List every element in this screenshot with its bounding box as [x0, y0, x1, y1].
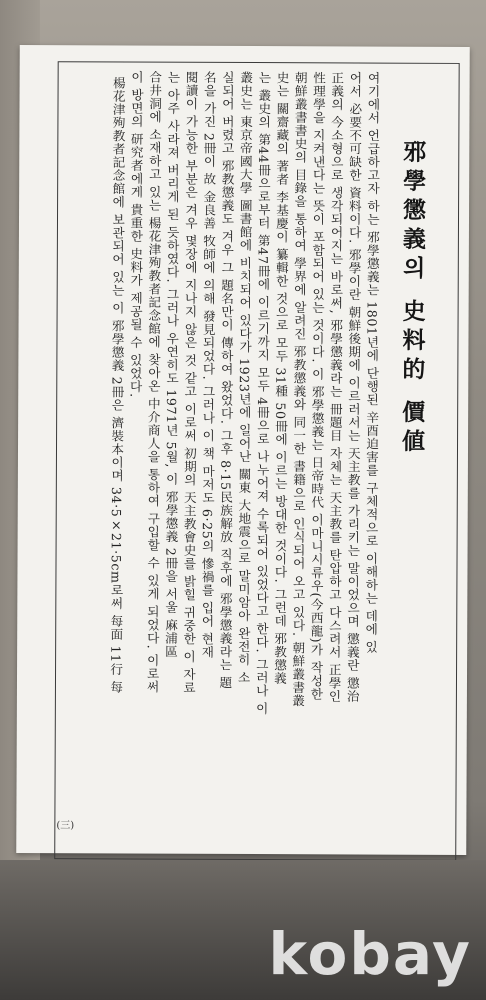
text-column: 楊花津殉教者記念館에 보관되어 있는 이 邪學懲義 2冊은 濟裝本이며 34·5×21·5cm로써 每面 11行 每	[108, 76, 126, 694]
text-column: 合井洞에 소재하고 있는 楊花津殉教者記念館에 찾아온 中介商人을 통하여 구입할 수 있게 되었다. 이로써	[144, 70, 163, 694]
text-column: 朝鮮叢書書史의 目錄을 통하여 學界에 알려진 邪教懲義와 同一한 書籍으로 인식되어 오고 있다. 朝鮮叢書叢	[290, 71, 308, 708]
watermark-logo: kobay	[268, 920, 472, 988]
page-frame	[54, 61, 459, 861]
text-column: 叢史는 東京帝國大學 圖書館에 비치되어 있다가 1923년에 일어난 關東 大地震으로 말미암아 완전히 소	[235, 70, 254, 685]
text-column: 실되어 버렸고 邪教懲義도 겨우 그 題名만이 傳하여 왔었다. 그후 8·15民族解放 직후에 邪學懲義라는 題	[217, 70, 236, 690]
text-column: 閱讀이 가능한 부분은 겨우 몇장에 지나지 않은 것 같고 이로써 初期의 天主教會史를 밝힐 귀중한 이 자료	[180, 70, 199, 695]
text-column: 어서 必要不可缺한 資料이다. 邪學이란 朝鮮後期에 이르러서는 天主教를 가리키는 말이었으며 懲義란 懲治	[344, 71, 363, 703]
text-column: 는 아주 사라져 버리게 된 듯하였다. 그러나 우연히도 1971년 5월, 이 邪學懲義 2冊을 서울 麻浦區	[162, 70, 181, 659]
book-page	[16, 45, 470, 855]
page-title: 邪學懲義의 史料的 價値	[397, 139, 427, 458]
text-column: 史는 關齋藏의 著者 李基慶이 纂輯한 것으로 모두 31種 50冊에 이르는 방대한 것이다. 그런데 邪教懲義	[271, 71, 290, 685]
page-number: (三)	[56, 820, 75, 832]
text-column: 는 叢史의 第44冊으로부터 第47冊에 이르기까지 모두 4冊으로 나누어져 수록되어 있었다고 한다. 그러나 이	[253, 71, 272, 716]
text-column: 여기에서 언급하고자 하는 邪學懲義는 1801년에 단행된 辛酉迫害를 구체적으로 이해하는 데에 있	[363, 71, 381, 654]
text-column: 正義의 今소형으로 생각되어지는 바로써, 邪學懲義라는 冊題目 자체는 天主教를 탄압하고 다스려서 正學인	[326, 71, 345, 703]
text-column: 이 방면의 研究者에게 貴重한 史料가 제공될 수 있었다.	[127, 70, 145, 398]
text-column: 名을 가진 2冊이 故 金良善 牧師에 의해 發見되었다. 그러나 이 책 마저도 6·25의 慘禍를 입어 현재	[199, 70, 217, 659]
text-column: 性理學을 지켜낸다는 뜻이 포함되어 있는 것이다. 이 邪學懲義는 日帝時代 이마니시류우(今西龍)가 작성한	[308, 71, 327, 701]
